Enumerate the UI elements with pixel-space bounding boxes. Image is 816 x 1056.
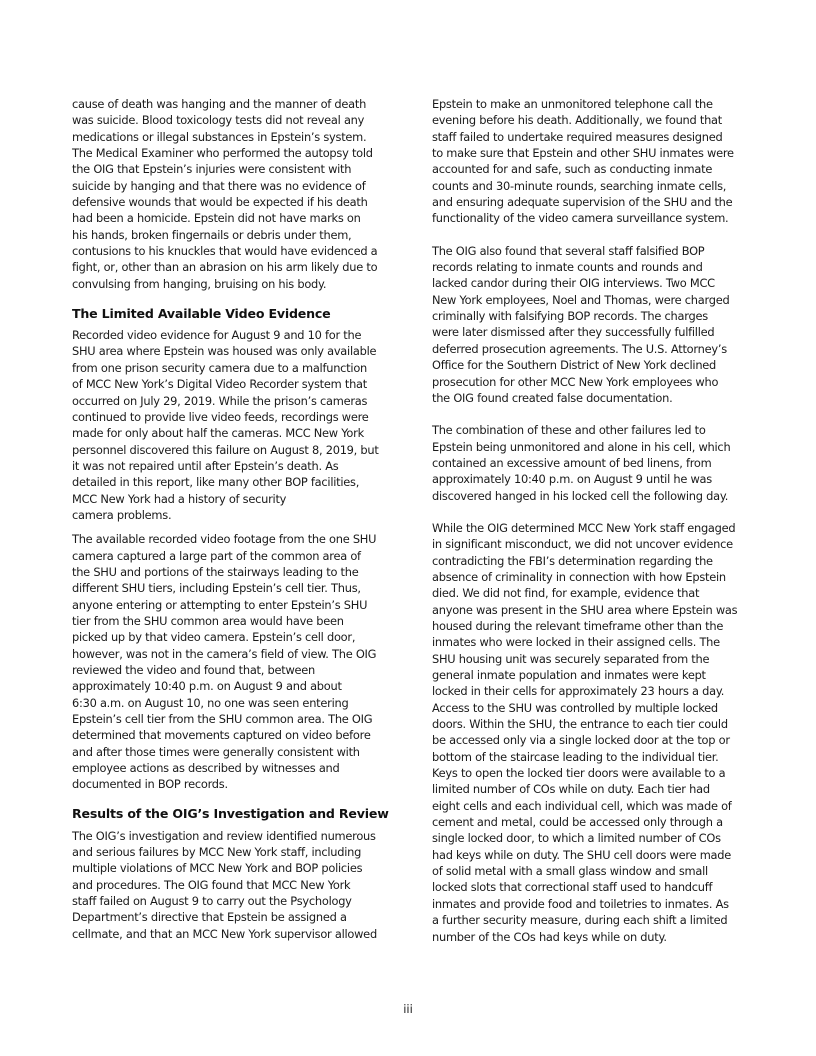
text-line: the SHU and portions of the stairways leading to the	[72, 564, 359, 579]
text-line: SHU area where Epstein was housed was only available	[72, 344, 377, 359]
text-line: camera captured a large part of the common area of	[72, 548, 361, 563]
text-line: doors. Within the SHU, the entrance to each tier could	[432, 717, 728, 732]
text-line: deferred prosecution agreements. The U.S. Attorney’s	[432, 341, 727, 356]
text-line: be accessed only via a single locked door at the top or	[432, 733, 730, 748]
text-line: continued to provide live video feeds, recordings were	[72, 409, 369, 424]
text-line: it was not repaired until after Epstein’s death. As	[72, 458, 339, 473]
text-line: his hands, broken fingernails or debris under them,	[72, 227, 352, 242]
text-line: Epstein’s cell tier from the SHU common area. The OIG	[72, 712, 373, 727]
text-line: contradicting the FBI’s determination regarding the	[432, 553, 713, 568]
text-line: however, was not in the camera’s field of view. The OIG	[72, 646, 377, 661]
text-line: and ensuring adequate supervision of the SHU and the	[432, 195, 733, 210]
text-line: defensive wounds that would be expected if his death	[72, 195, 368, 210]
text-line: cellmate, and that an MCC New York supervisor allowed	[72, 926, 377, 941]
paragraph-recorded-video	[72, 327, 392, 523]
text-line: Recorded video evidence for August 9 and 10 for the	[72, 328, 362, 343]
text-line: in significant misconduct, we did not uncover evidence	[432, 537, 733, 552]
text-line: of MCC New York’s Digital Video Recorder system that	[72, 377, 367, 392]
text-line: employee actions as described by witnesses and	[72, 761, 340, 776]
text-line: personnel discovered this failure on August 8, 2019, but	[72, 442, 379, 457]
text-line: suicide by hanging and that there was no evidence of	[72, 178, 366, 193]
left-column	[72, 96, 392, 942]
text-line: records relating to inmate counts and rounds and	[432, 260, 703, 275]
text-line: the OIG found created false documentation.	[432, 390, 673, 405]
text-line: picked up by that video camera. Epstein’s cell door,	[72, 630, 356, 645]
text-line: occurred on July 29, 2019. While the prison’s cameras	[72, 393, 368, 408]
text-line: reviewed the video and found that, between	[72, 663, 316, 677]
text-line: Epstein being unmonitored and alone in his cell, which	[432, 439, 731, 454]
paragraph-falsified-records	[432, 243, 752, 406]
text-line: was suicide. Blood toxicology tests did not reveal any	[72, 113, 365, 128]
text-line: died. We did not find, for example, evidence that	[432, 586, 700, 601]
text-line: The Medical Examiner who performed the autopsy told	[72, 146, 373, 161]
text-line: Access to the SHU was controlled by multiple locked	[432, 700, 718, 715]
text-line: staff failed to undertake required measures designed	[432, 129, 723, 144]
text-line: Office for the Southern District of New York declined	[432, 358, 717, 373]
text-line: absence of criminality in connection with how Epstein	[432, 569, 726, 584]
text-line: locked in their cells for approximately 23 hours a day.	[432, 684, 725, 699]
text-line: anyone was present in the SHU area where Epstein was	[432, 602, 738, 617]
text-line: of solid metal with a small glass window and small	[432, 864, 708, 879]
text-line: single locked door, to which a limited number of COs	[432, 831, 721, 846]
text-line: inmates who were locked in their assigned cells. The	[432, 635, 720, 650]
text-line: the OIG that Epstein’s injuries were consistent with	[72, 162, 352, 177]
paragraph-unmonitored-call	[432, 96, 752, 227]
text-line: medications or illegal substances in Epstein’s system.	[72, 129, 367, 144]
text-line: staff failed on August 9 to carry out the Psychology	[72, 894, 352, 909]
text-line: number of the COs had keys while on duty.	[432, 929, 667, 944]
text-line: The combination of these and other failures led to	[432, 423, 706, 438]
text-line: Epstein to make an unmonitored telephone call the	[432, 97, 713, 111]
text-line: The OIG’s investigation and review identified numerous	[72, 828, 376, 843]
right-column	[432, 96, 752, 945]
text-line: were later dismissed after they successfully fulfilled	[432, 325, 715, 340]
text-line: locked slots that correctional staff used to handcuff	[432, 880, 713, 895]
section-heading-video-evidence: The Limited Available Video Evidence	[72, 306, 331, 322]
text-line: Department’s directive that Epstein be assigned a	[72, 910, 347, 925]
text-line: tier from the SHU common area would have been	[72, 613, 344, 628]
paragraph-no-criminality	[432, 520, 752, 945]
text-line: made for only about half the cameras. MCC New York	[72, 426, 364, 441]
text-line: criminally with falsifying BOP records. The charges	[432, 309, 708, 324]
text-line: determined that movements captured on video before	[72, 728, 371, 743]
text-line: 6:30 a.m. on August 10, no one was seen entering	[72, 695, 349, 710]
text-line: and serious failures by MCC New York staff, including	[72, 845, 362, 860]
text-line: limited number of COs while on duty. Each tier had	[432, 782, 710, 797]
text-line: contusions to his knuckles that would have evidenced a	[72, 244, 378, 259]
text-line: had keys while on duty. The SHU cell doors were made	[432, 847, 732, 862]
text-line: Keys to open the locked tier doors were available to a	[432, 766, 726, 781]
text-line: general inmate population and inmates were kept	[432, 668, 706, 682]
text-line: had been a homicide. Epstein did not have marks on	[72, 211, 361, 226]
text-line: detailed in this report, like many other BOP facilities,	[72, 475, 360, 490]
text-line: The available recorded video footage from the one SHU	[72, 532, 377, 547]
text-line: convulsing from hanging, bruising on his body.	[72, 276, 327, 291]
text-line: and after those times were generally consistent with	[72, 744, 360, 759]
text-line: a further security measure, during each shift a limited	[432, 913, 728, 928]
text-line: eight cells and each individual cell, which was made of	[432, 798, 732, 813]
text-line: While the OIG determined MCC New York staff engaged	[432, 520, 736, 535]
text-line: camera problems.	[72, 507, 172, 522]
text-line: housed during the relevant timeframe other than the	[432, 618, 724, 633]
text-line: approximately 10:40 p.m. on August 9 until he was	[432, 472, 712, 487]
text-line: MCC New York had a history of security	[72, 491, 287, 506]
paragraph-available-footage	[72, 531, 392, 793]
paragraph-combination-failures	[432, 422, 752, 504]
text-line: lacked candor during their OIG interviews. Two MCC	[432, 276, 715, 291]
text-line: functionality of the video camera surveillance system.	[432, 211, 729, 226]
section-heading-results: Results of the OIG’s Investigation and Review	[72, 805, 389, 821]
text-line: and procedures. The OIG found that MCC New York	[72, 877, 351, 892]
paragraph-investigation-results	[72, 828, 392, 942]
text-line: documented in BOP records.	[72, 777, 228, 792]
text-line: different SHU tiers, including Epstein’s cell tier. Thus,	[72, 581, 361, 596]
page-number: iii	[403, 1002, 413, 1016]
text-line: SHU housing unit was securely separated from the	[432, 651, 710, 666]
text-line: prosecution for other MCC New York employees who	[432, 374, 719, 389]
text-line: cause of death was hanging and the manner of death	[72, 97, 367, 111]
paragraph-cause-of-death	[72, 96, 392, 292]
text-line: bottom of the staircase leading to the individual tier.	[432, 749, 719, 764]
text-line: approximately 10:40 p.m. on August 9 and about	[72, 679, 342, 694]
text-line: inmates and provide food and toiletries to inmates. As	[432, 896, 729, 911]
text-line: evening before his death. Additionally, we found that	[432, 113, 722, 128]
text-line: from one prison security camera due to a malfunction	[72, 360, 368, 375]
text-line: anyone entering or attempting to enter Epstein’s SHU	[72, 597, 368, 612]
text-line: The OIG also found that several staff falsified BOP	[432, 243, 705, 258]
text-line: to make sure that Epstein and other SHU inmates were	[432, 146, 734, 161]
text-line: counts and 30-minute rounds, searching inmate cells,	[432, 178, 727, 193]
text-line: fight, or, other than an abrasion on his arm likely due to	[72, 260, 378, 275]
text-line: accounted for and safe, such as conducting inmate	[432, 162, 713, 177]
text-line: contained an excessive amount of bed linens, from	[432, 455, 712, 470]
text-line: cement and metal, could be accessed only through a	[432, 815, 723, 830]
text-line: discovered hanged in his locked cell the following day.	[432, 488, 729, 503]
text-line: multiple violations of MCC New York and BOP policies	[72, 861, 363, 876]
text-line: New York employees, Noel and Thomas, were charged	[432, 292, 730, 307]
